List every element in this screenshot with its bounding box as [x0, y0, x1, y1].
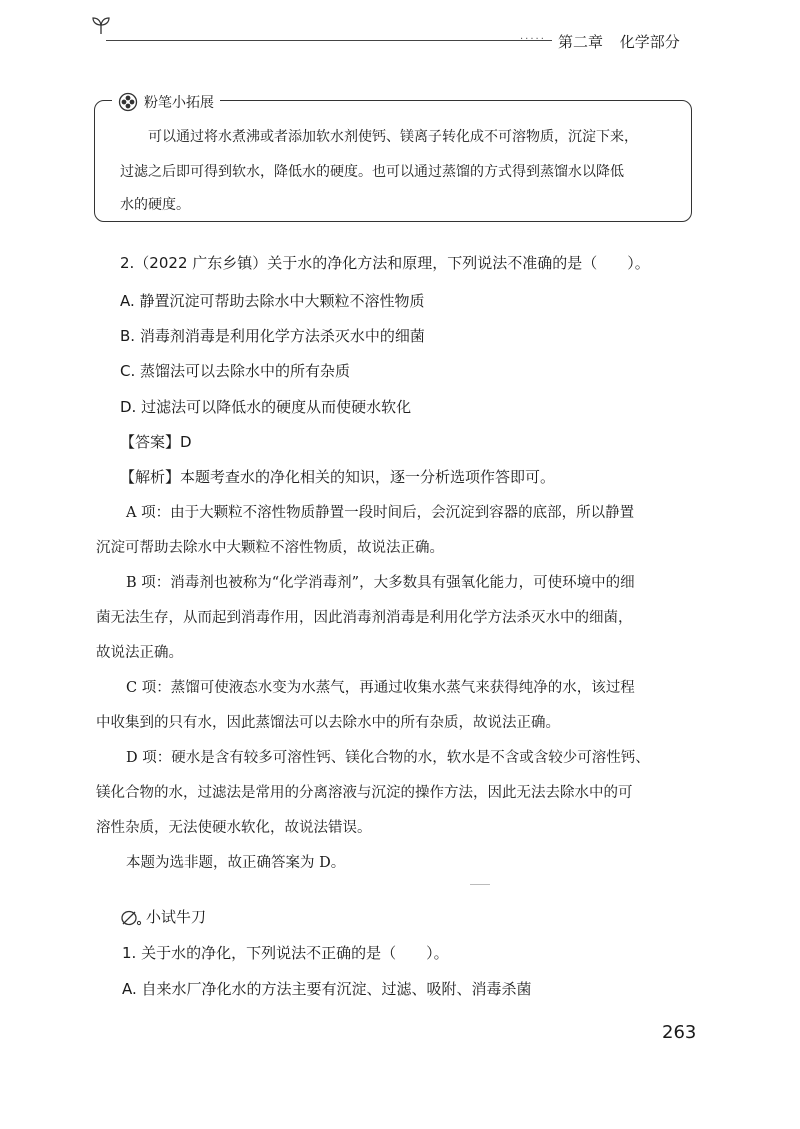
practice-heading: [120, 906, 206, 927]
explanation-line: D 项：硬水是含有较多可溶性钙、镁化合物的水，软水是不含或含较少可溶性钙、: [126, 750, 650, 766]
option-b: B. 消毒剂消毒是利用化学方法杀灭水中的细菌: [120, 327, 425, 345]
explanation-line: B 项：消毒剂也被称为“化学消毒剂”，大多数具有强氧化能力，可使环境中的细: [126, 575, 635, 591]
divider: [470, 884, 490, 885]
answer-label: 【答案】D: [120, 433, 192, 451]
explanation-line: 中收集到的只有水，因此蒸馏法可以去除水中的所有杂质，故说法正确。: [96, 715, 560, 731]
tip-line: 过滤之后即可得到软水，降低水的硬度。也可以通过蒸馏的方式得到蒸馏水以降低: [120, 164, 624, 180]
flower-badge-icon: [118, 92, 138, 112]
tip-title: 粉笔小拓展: [144, 95, 214, 111]
explanation-line: C 项：蒸馏可使液态水变为水蒸气，再通过收集水蒸气来获得纯净的水，该过程: [126, 680, 635, 696]
option-d: D. 过滤法可以降低水的硬度从而使硬水软化: [120, 398, 412, 416]
slashed-circle-icon: [120, 907, 142, 927]
explanation-line: A 项：由于大颗粒不溶性物质静置一段时间后，会沉淀到容器的底部，所以静置: [126, 505, 635, 521]
header-rule: [106, 40, 552, 41]
explanation-line: 镁化合物的水，过滤法是常用的分离溶液与沉淀的操作方法，因此无法去除水中的可: [96, 785, 633, 801]
analysis-intro: 【解析】本题考查水的净化相关的知识，逐一分析选项作答即可。: [120, 468, 556, 486]
header-rule-dots: ·····: [520, 34, 546, 45]
practice-title: 小试牛刀: [146, 908, 207, 926]
section-label: 化学部分: [619, 33, 680, 51]
page-number: 263: [662, 1022, 697, 1043]
chapter-label: 第二章: [558, 33, 604, 51]
question-stem: 2.（2022 广东乡镇）关于水的净化方法和原理，下列说法不准确的是（ ）。: [120, 254, 650, 272]
conclusion-line: 本题为选非题，故正确答案为 D。: [126, 855, 346, 871]
explanation-line: 沉淀可帮助去除水中大颗粒不溶性物质，故说法正确。: [96, 540, 444, 556]
running-header: [558, 31, 692, 52]
explanation-line: 故说法正确。: [96, 645, 183, 661]
sprout-icon: [90, 14, 112, 36]
tip-heading: [112, 92, 220, 112]
tip-line: 可以通过将水煮沸或者添加软水剂使钙、镁离子转化成不可溶物质，沉淀下来，: [148, 129, 638, 145]
option-a: A. 静置沉淀可帮助去除水中大颗粒不溶性物质: [120, 292, 425, 310]
tip-line: 水的硬度。: [120, 197, 190, 213]
explanation-line: 溶性杂质，无法使硬水软化，故说法错误。: [96, 820, 372, 836]
explanation-line: 菌无法生存，从而起到消毒作用，因此消毒剂消毒是利用化学方法杀灭水中的细菌，: [96, 610, 633, 626]
practice-question-stem: 1. 关于水的净化，下列说法不正确的是（ ）。: [122, 944, 449, 962]
practice-option-a: A. 自来水厂净化水的方法主要有沉淀、过滤、吸附、消毒杀菌: [122, 980, 532, 998]
option-c: C. 蒸馏法可以去除水中的所有杂质: [120, 362, 351, 380]
